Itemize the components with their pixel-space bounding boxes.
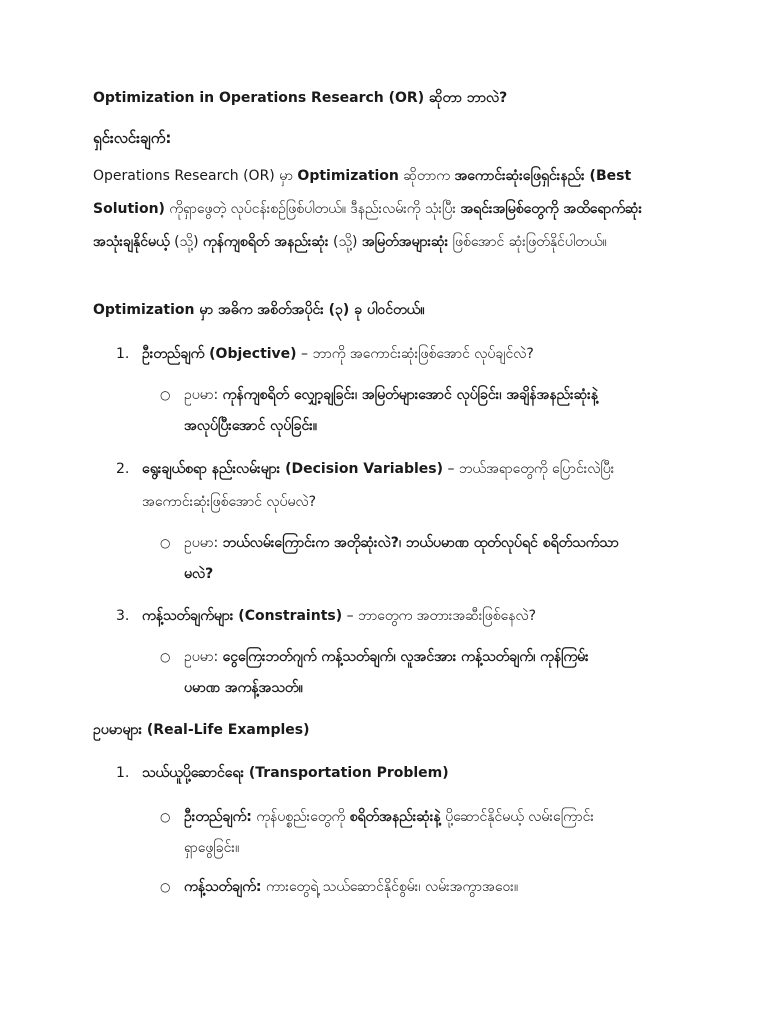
example-prefix: ဥပမာ: [184, 535, 223, 551]
intro-bold: အကောင်းဆုံးဖြေရှင်းနည်း (Best Solution) [93, 168, 632, 217]
example-text: ဘယ်လမ်းကြောင်းက အတိုဆုံးလဲ?၊ ဘယ်ပမာဏ ထုတ်လုပ်ရင် စရိတ်သက်သာမလဲ? [184, 535, 619, 582]
components-heading: Optimization မှာ အဓိက အစိတ်အပိုင်း (၃) ခု ပါဝင်တယ်။ [93, 302, 425, 318]
item-title: ကန့်သတ်ချက်များ (Constraints) [142, 608, 343, 624]
item-desc: – ဘာတွေက အတားအဆီးဖြစ်နေလဲ? [342, 608, 537, 624]
sub-list-item [160, 642, 620, 704]
main-heading: Optimization in Operations Research (OR) ဆိုတာ ဘာလဲ? [93, 90, 508, 106]
list-item [116, 453, 636, 519]
bullet-circle-icon: ○ [160, 810, 171, 824]
bullet-circle-icon: ○ [160, 880, 171, 894]
intro-text: Operations Research (OR) မှာ [93, 168, 298, 184]
bullet-circle-icon: ○ [160, 388, 171, 402]
objective-label: ဦးတည်ချက်: [184, 809, 252, 825]
item-title: ဦးတည်ချက် (Objective) [142, 346, 297, 362]
intro-text: ဆိုတာက [398, 168, 455, 184]
list-item [116, 600, 636, 633]
objective-text: ကုန်ပစ္စည်းတွေကို [251, 809, 350, 825]
list-number: 2. [116, 461, 130, 477]
examples-heading: ဥပမာများ (Real-Life Examples) [93, 722, 310, 738]
sub-list-item [160, 528, 620, 590]
bullet-circle-icon: ○ [160, 536, 171, 550]
intro-bold: အမြတ်အများဆုံး [361, 234, 449, 250]
list-item [116, 757, 636, 790]
item-desc: – ဘာကို အကောင်းဆုံးဖြစ်အောင် လုပ်ချင်လဲ? [296, 346, 534, 362]
list-number: 3. [116, 608, 130, 624]
intro-text: (သို့) [169, 234, 203, 250]
objective-bold: စရိတ်အနည်းဆုံးနဲ့ [349, 809, 441, 825]
bullet-circle-icon: ○ [160, 650, 171, 664]
list-item [116, 338, 636, 371]
intro-bold: Optimization [297, 168, 399, 184]
list-number: 1. [116, 346, 130, 362]
intro-text: (သို့) [328, 234, 362, 250]
intro-bold: ကုန်ကျစရိတ် အနည်းဆုံး [202, 234, 329, 250]
constraint-text: ကားတွေရဲ့ သယ်ဆောင်နိုင်စွမ်း၊ လမ်းအကွာအဝေး။ [261, 879, 519, 895]
objective-text: ပို့ဆောင်နိုင်မယ့် လမ်းကြောင်းရှာဖွေခြင်း။ [184, 809, 594, 856]
constraint-label: ကန့်သတ်ချက်: [184, 879, 262, 895]
item-title: သယ်ယူပို့ဆောင်ရေး (Transportation Problem) [142, 765, 449, 781]
list-number: 1. [116, 765, 130, 781]
item-title: ရွေးချယ်စရာ နည်းလမ်းများ (Decision Variables) [142, 461, 444, 477]
example-text: ကုန်ကျစရိတ် လျှော့ချခြင်း၊ အမြတ်များအောင် လုပ်ခြင်း၊ အချိန်အနည်းဆုံးနဲ့ အလုပ်ပြီးအောင် လုပ်ခြင်း။ [184, 387, 599, 434]
intro-bold: အရင်းအမြစ်တွေကို အထိရောက်ဆုံး အသုံးချနိုင်မယ့် [93, 201, 642, 250]
example-prefix: ဥပမာ: [184, 387, 223, 403]
sub-list-item [160, 802, 620, 864]
summary-heading: ရှင်းလင်းချက်: [93, 129, 172, 147]
intro-text: ဖြစ်အောင် ဆုံးဖြတ်နိုင်ပါတယ်။ [448, 234, 607, 250]
sub-list-item [160, 872, 620, 903]
example-text: ငွေကြေးဘတ်ဂျက် ကန့်သတ်ချက်၊ လူအင်အား ကန့်သတ်ချက်၊ ကုန်ကြမ်းပမာဏ အကန့်အသတ်။ [184, 649, 589, 696]
intro-paragraph [93, 160, 683, 259]
sub-list-item [160, 380, 620, 442]
example-prefix: ဥပမာ: [184, 649, 223, 665]
intro-text: ကိုရှာဖွေတဲ့ လုပ်ငန်းစဉ်ဖြစ်ပါတယ်။ ဒီနည်းလမ်းကို သုံးပြီး [164, 201, 461, 217]
item-desc: – ဘယ်အရာတွေကို ပြောင်းလဲပြီး အကောင်းဆုံးဖြစ်အောင် လုပ်မလဲ? [142, 461, 615, 510]
